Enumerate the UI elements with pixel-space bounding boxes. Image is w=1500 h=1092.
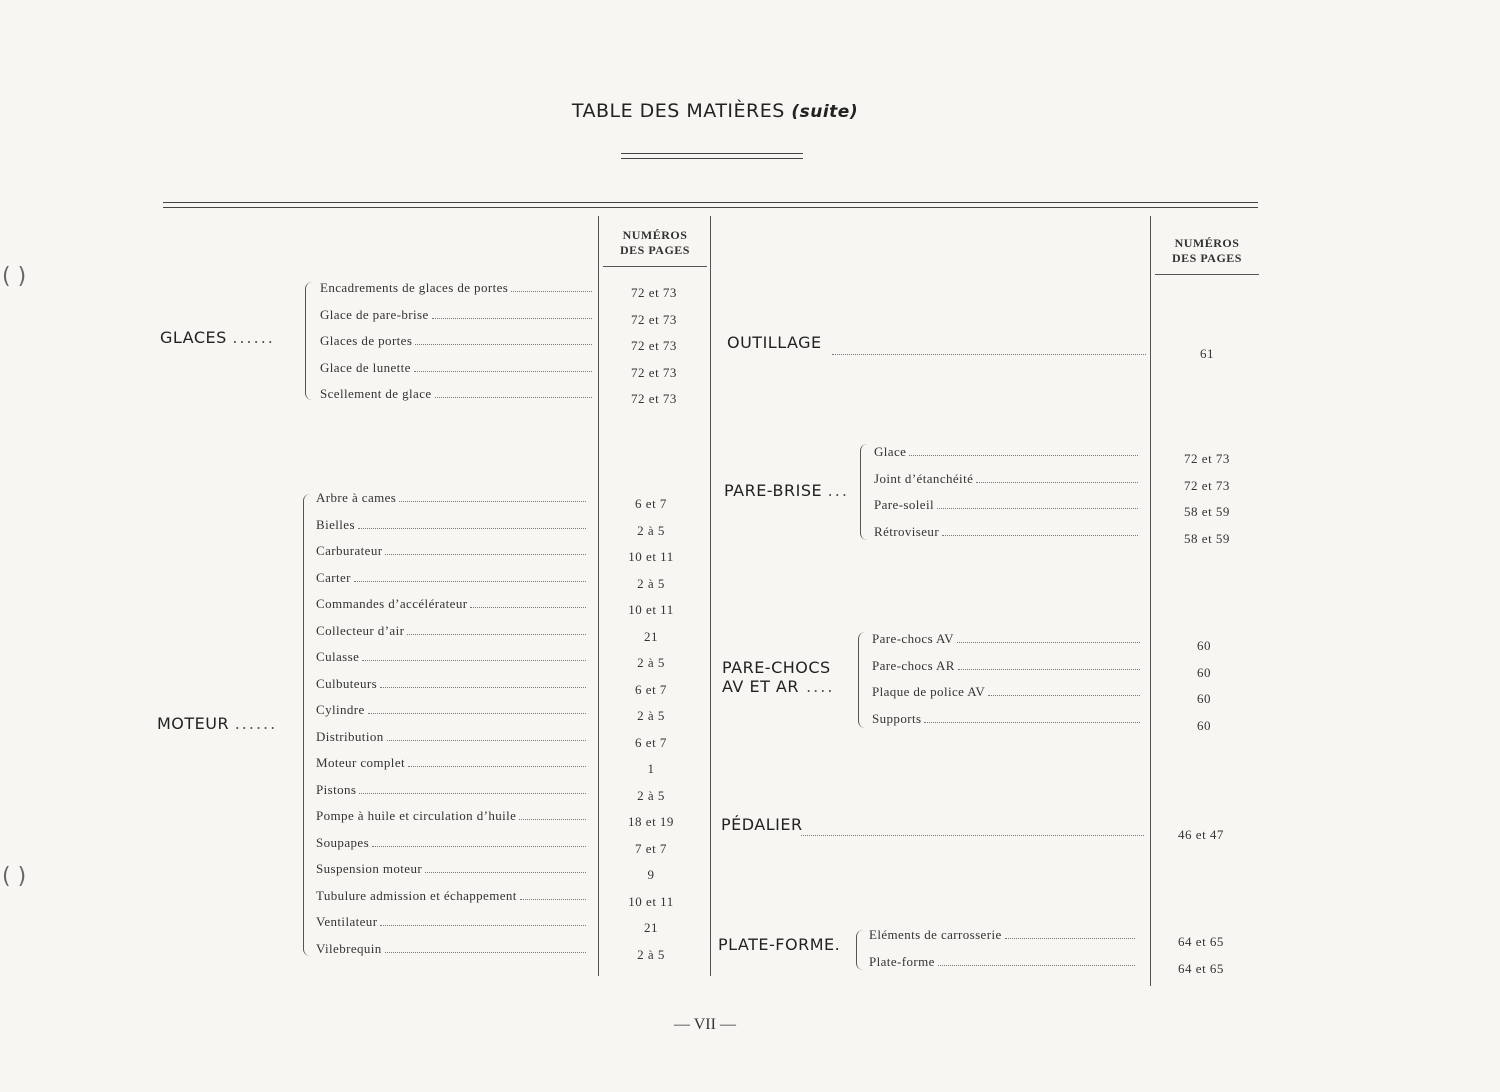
page-number: 6 et 7 (635, 734, 667, 750)
dot-leader (435, 397, 592, 398)
right-page-column-divider (1150, 216, 1151, 986)
page-number: 72 et 73 (631, 285, 677, 300)
dot-leader (380, 925, 586, 926)
list-item (316, 543, 590, 563)
group-pare-chocs (722, 658, 834, 696)
dot-leader (372, 846, 586, 847)
leader-dots: ... (827, 481, 849, 500)
page-number: 58 et 59 (1184, 504, 1230, 519)
group-outillage (727, 333, 822, 352)
item-label: Moteur complet (316, 755, 405, 770)
item-label: Vilebrequin (316, 940, 382, 956)
pare-brise-items (874, 444, 1142, 544)
dot-leader (1005, 938, 1135, 939)
group-label: OUTILLAGE (727, 333, 822, 352)
list-item (316, 490, 590, 510)
item-label: Arbre à cames (316, 490, 397, 505)
list-item (872, 658, 1144, 678)
dot-leader (399, 501, 586, 502)
list-item (874, 444, 1142, 464)
group-moteur (157, 714, 277, 733)
list-item (316, 623, 590, 643)
page-number: 64 et 65 (1178, 960, 1224, 976)
item-label: Soupapes (316, 834, 370, 850)
page-number: 7 et 7 (635, 840, 667, 856)
page-number: 6 et 7 (635, 681, 667, 697)
group-glaces (160, 328, 275, 347)
item-label: Culasse (316, 649, 360, 664)
glaces-pages (599, 285, 709, 418)
page-number: 21 (644, 920, 658, 935)
page-number: 1 (647, 761, 655, 776)
page-number: 9 (647, 867, 655, 882)
pare-brise-brace (860, 444, 867, 540)
right-header-rule (1155, 274, 1259, 275)
dot-leader (385, 554, 586, 555)
list-item (872, 684, 1144, 704)
dot-leader (425, 872, 586, 873)
item-label: Glace de pare-brise (320, 306, 429, 322)
dot-leader (354, 581, 586, 582)
dot-leader (387, 740, 586, 741)
group-label: PÉDALIER (721, 815, 803, 834)
outillage-dot-leader (832, 354, 1146, 355)
item-label: Pistons (316, 781, 357, 797)
dot-leader (470, 607, 586, 608)
page-number: 2 à 5 (637, 655, 665, 670)
page-number: 72 et 73 (1184, 451, 1230, 466)
group-pare-brise (724, 481, 849, 500)
header-line1: NUMÉROS (1174, 236, 1240, 250)
list-item (316, 570, 590, 590)
left-page-numbers-header (600, 228, 710, 258)
outillage-page-number: 61 (1200, 346, 1214, 361)
dot-leader (380, 687, 586, 688)
leader-dots: ...... (232, 328, 275, 347)
page-number: 6 et 7 (635, 496, 667, 511)
list-item (320, 333, 596, 353)
list-item (874, 471, 1142, 491)
header-line2: DES PAGES (1172, 251, 1242, 265)
page-number: 72 et 73 (631, 338, 677, 353)
item-label: Plate-forme (869, 953, 935, 969)
page-number: 72 et 73 (631, 311, 677, 327)
item-label: Suspension moteur (316, 861, 423, 876)
list-item (316, 676, 590, 696)
item-label: Scellement de glace (320, 386, 432, 401)
item-label: Distribution (316, 728, 384, 744)
list-item (316, 888, 590, 908)
page-number: 18 et 19 (628, 814, 674, 829)
dot-leader (519, 819, 586, 820)
item-label: Culbuteurs (316, 675, 378, 691)
pedalier-page-number: 46 et 47 (1178, 827, 1224, 842)
list-item (316, 941, 590, 961)
page-number: 60 (1197, 691, 1211, 706)
dot-leader (432, 318, 592, 319)
list-item (320, 360, 596, 380)
dot-leader (937, 508, 1138, 509)
dot-leader (362, 660, 586, 661)
table-top-rule (163, 202, 1258, 203)
list-item (316, 914, 590, 934)
page-folio: — VII — (674, 1016, 736, 1033)
item-label: Commandes d’accélérateur (316, 596, 468, 611)
item-label: Pare-chocs AV (872, 631, 954, 646)
page-number: 72 et 73 (631, 364, 677, 380)
list-item (316, 702, 590, 722)
item-label: Plaque de police AV (872, 684, 986, 699)
page-number: 21 (644, 628, 658, 644)
item-label: Glace (874, 444, 907, 459)
list-item (316, 596, 590, 616)
item-label: Tubulure admission et échappement (316, 887, 517, 903)
list-item (320, 386, 596, 406)
pare-brise-pages (1152, 451, 1262, 557)
moteur-items (316, 490, 590, 961)
group-label: GLACES (160, 328, 227, 347)
glaces-brace (305, 282, 312, 400)
table-top-rule-2 (163, 207, 1258, 208)
dot-leader (385, 952, 586, 953)
list-item (316, 861, 590, 881)
item-label: Glace de lunette (320, 359, 411, 375)
title-underline (621, 153, 803, 154)
dot-leader (520, 899, 586, 900)
glaces-items (320, 280, 596, 406)
pedalier-dot-leader (801, 835, 1144, 836)
group-plate-forme (718, 935, 840, 954)
dot-leader (415, 344, 592, 345)
list-item (316, 755, 590, 775)
item-label: Glaces de portes (320, 333, 413, 348)
item-label: Bielles (316, 516, 355, 532)
plate-forme-items (869, 927, 1139, 974)
dot-leader (938, 965, 1135, 966)
item-label: Pare-chocs AR (872, 657, 955, 673)
pare-chocs-brace (858, 632, 865, 728)
dot-leader (408, 766, 586, 767)
page-number: 2 à 5 (637, 787, 665, 803)
page-number: 60 (1197, 638, 1211, 653)
punch-hole-bottom: ( ) (2, 864, 27, 889)
pare-chocs-pages (1149, 638, 1259, 744)
dot-leader (957, 642, 1140, 643)
group-label-line1: PARE-CHOCS (722, 658, 831, 677)
dot-leader (359, 793, 586, 794)
list-item (874, 524, 1142, 544)
page-number: 58 et 59 (1184, 530, 1230, 546)
item-label: Collecteur d’air (316, 622, 405, 638)
list-item (872, 711, 1144, 731)
item-label: Carter (316, 569, 351, 585)
list-item (316, 808, 590, 828)
dot-leader (958, 669, 1140, 670)
list-item (320, 307, 596, 327)
page-number: 10 et 11 (628, 602, 674, 617)
page-title (0, 100, 1430, 122)
item-label: Rétroviseur (874, 523, 940, 539)
list-item (874, 497, 1142, 517)
page-number: 72 et 73 (631, 391, 677, 406)
middle-divider (710, 216, 711, 976)
group-label: PLATE-FORME. (718, 935, 841, 954)
item-label: Eléments de carrosserie (869, 927, 1002, 942)
page-number: 2 à 5 (637, 522, 665, 538)
page-number: 2 à 5 (637, 708, 665, 723)
left-header-rule (603, 266, 707, 267)
list-item (316, 835, 590, 855)
title-suffix: (suite) (791, 102, 859, 122)
page-number: 64 et 65 (1178, 934, 1224, 949)
page-number: 60 (1197, 664, 1211, 680)
dot-leader (976, 482, 1138, 483)
header-line2: DES PAGES (620, 243, 690, 257)
title-underline-2 (621, 158, 803, 159)
list-item (320, 280, 596, 300)
pare-chocs-items (872, 631, 1144, 731)
page-number: 2 à 5 (637, 575, 665, 591)
dot-leader (368, 713, 586, 714)
list-item (316, 649, 590, 669)
header-line1: NUMÉROS (622, 228, 688, 242)
item-label: Cylindre (316, 702, 365, 717)
page-number: 60 (1197, 717, 1211, 733)
punch-hole-top: ( ) (2, 264, 27, 289)
item-label: Joint d’étanchéité (874, 470, 974, 486)
list-item (316, 517, 590, 537)
page-number: 10 et 11 (628, 549, 674, 564)
list-item (869, 927, 1139, 947)
right-page-numbers-header (1152, 236, 1262, 266)
moteur-pages (596, 496, 706, 973)
item-label: Supports (872, 710, 922, 726)
dot-leader (511, 291, 592, 292)
dot-leader (909, 455, 1138, 456)
item-label: Pare-soleil (874, 497, 934, 512)
page-number: 2 à 5 (637, 946, 665, 962)
title-main: TABLE DES MATIÈRES (571, 100, 785, 122)
list-item (872, 631, 1144, 651)
group-label-line2: AV ET AR (722, 677, 799, 696)
group-label: MOTEUR (157, 714, 230, 733)
group-label: PARE-BRISE (724, 481, 823, 500)
item-label: Encadrements de glaces de portes (320, 280, 509, 295)
item-label: Pompe à huile et circulation d’huile (316, 808, 517, 823)
item-label: Ventilateur (316, 914, 378, 929)
page-number: 72 et 73 (1184, 477, 1230, 493)
dot-leader (358, 528, 586, 529)
plate-forme-brace (856, 930, 863, 970)
item-label: Carburateur (316, 543, 383, 558)
dot-leader (942, 535, 1138, 536)
list-item (869, 954, 1139, 974)
page-number: 10 et 11 (628, 893, 674, 909)
plate-forme-pages (1146, 934, 1256, 987)
dot-leader (407, 634, 586, 635)
dot-leader (924, 722, 1140, 723)
dot-leader (988, 695, 1140, 696)
list-item (316, 729, 590, 749)
moteur-brace (303, 494, 310, 956)
dot-leader (414, 371, 592, 372)
leader-dots: ...... (234, 714, 278, 733)
list-item (316, 782, 590, 802)
leader-dots: .... (798, 677, 835, 696)
group-pedalier (721, 815, 803, 834)
